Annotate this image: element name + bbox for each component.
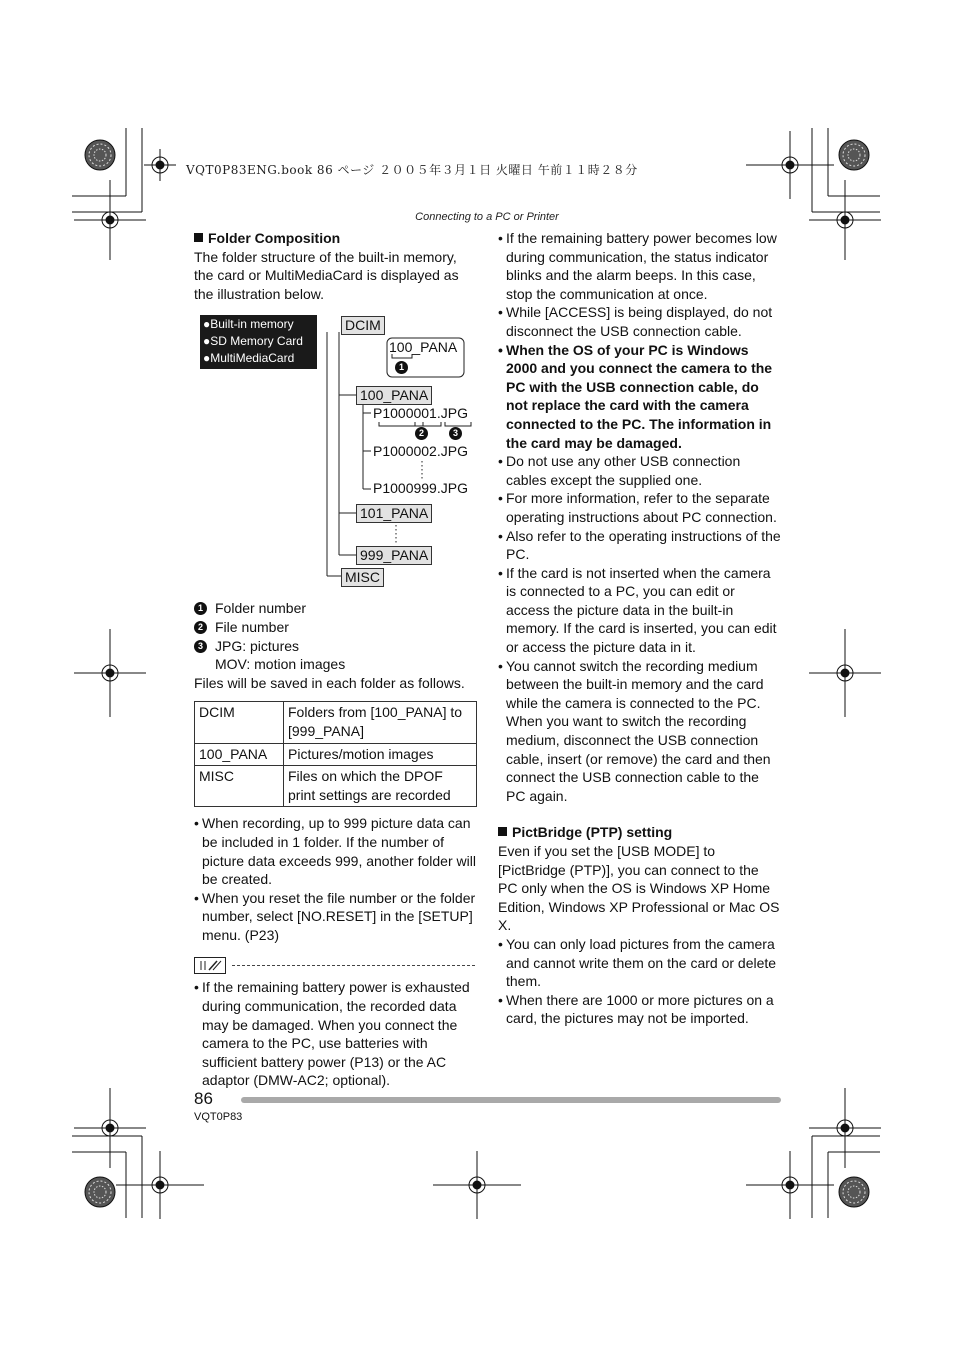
running-head: Connecting to a PC or Printer [415,211,559,223]
file-p1000001: P1000001.JPG [373,405,468,421]
table-cell: Files on which the DPOF print settings are recorded [284,766,477,807]
marker-2-icon: 2 [194,621,207,634]
right-bullets [498,229,782,805]
media-item: ●Built-in memory [203,317,294,331]
file-p1000002: P1000002.JPG [373,443,468,459]
dashed-rule [232,965,475,966]
table-row [195,702,477,743]
folder-999-pana: 999_PANA [356,546,432,565]
print-header-line: VQT0P83ENG.book 86 ページ ２００５年３月１日 火曜日 午前１１時２８分 [186,163,638,177]
note-divider [194,956,479,974]
marker-3-icon: 3 [449,427,462,440]
table-cell: Pictures/motion images [284,743,477,766]
saved-text: Files will be saved in each folder as follows. [194,674,465,691]
folder-100-pana: 100_PANA [356,386,432,405]
legend-item: 3 JPG: pictures [194,637,479,656]
left-bullets [194,814,479,944]
list-item: • If the card is not inserted when the camera is connected to a PC, you can edit or access the picture data in the built-in memory. If the card is inserted, you can edit or access the picture data in it. [498,564,782,657]
table-cell: DCIM [195,702,284,743]
square-bullet-icon [194,233,203,242]
table-row [195,766,477,807]
marker-2-icon: 2 [415,427,428,440]
list-item: • You cannot switch the recording medium between the built-in memory and the card while the camera is connected to the PC. When you want to switch the recording medium, disconnect the USB connection cable, insert (or remove) the card and then connect the USB connection cable to the PC again. [498,657,782,806]
table-row [195,743,477,766]
legend-item: 1 Folder number [194,599,479,618]
media-label-box [200,315,317,369]
legend-item-mov: MOV: motion images [215,656,346,673]
callout-folder-label: 100_PANA [389,339,458,355]
page-number: 86 [194,1089,213,1108]
list-item: • When recording, up to 999 picture data can be included in 1 folder. If the number of picture data exceeds 999, another folder will be created. [194,814,479,888]
square-bullet-icon [498,827,507,836]
marker-3-icon: 3 [194,640,207,653]
media-item: ●MultiMediaCard [203,351,295,365]
table-cell: 100_PANA [195,743,284,766]
table-cell: Folders from [100_PANA] to [999_PANA] [284,702,477,743]
marker-1-icon: 1 [194,602,207,615]
folder-misc: MISC [341,568,384,587]
document-code: VQT0P83 [194,1111,243,1123]
file-p1000999: P1000999.JPG [373,480,468,496]
legend-item: 2 File number [194,618,479,637]
folder-composition-heading: Folder Composition [194,229,479,248]
right-column [498,229,782,1028]
folder-table [194,701,477,807]
folder-dcim: DCIM [341,316,385,335]
list-item: • You can only load pictures from the camera and cannot write them on the card or delete them. [498,935,782,991]
folder-intro: The folder structure of the built-in memory, the card or MultiMediaCard is displayed as the illustration below. [194,248,459,302]
note-icon [194,957,226,974]
pictbridge-intro: Even if you set the [USB MODE] to [PictBridge (PTP)], you can connect to the PC only when the OS is Windows XP Home Edition, Windows XP Professional or Mac OS X. [498,843,780,934]
list-item: • When you reset the file number or the folder number, select [NO.RESET] in the [SETUP] menu. (P23) [194,889,479,945]
marker-1-icon: 1 [395,361,408,374]
pictbridge-bullets [498,935,782,1028]
list-item: • If the remaining battery power is exhausted during communication, the recorded data may be damaged. When you connect the camera to the PC, use batteries with sufficient battery power (P13) or the AC adaptor (DMW-AC2; optional). [194,978,479,1090]
list-item: • If the remaining battery power becomes low during communication, the status indicator blinks and the alarm beeps. In this case, stop the communication at once. [498,229,782,303]
footer-rule [241,1097,781,1103]
list-item: • Do not use any other USB connection cables except the supplied one. [498,452,782,489]
list-item: • Also refer to the operating instructions of the PC. [498,527,782,564]
folder-diagram [200,314,480,589]
list-item: • For more information, refer to the separate operating instructions about PC connection. [498,489,782,526]
pictbridge-heading: PictBridge (PTP) setting [498,823,782,842]
list-item: • While [ACCESS] is being displayed, do not disconnect the USB connection cable. [498,303,782,340]
section-gap [498,805,782,823]
note-bullets [194,978,479,1090]
media-item: ●SD Memory Card [203,334,303,348]
list-item-warning: • When the OS of your PC is Windows 2000 and you connect the camera to the PC with the USB connection cable, do not replace the card with the camera connected to the PC. The information in the card may be damaged. [498,341,782,453]
table-cell: MISC [195,766,284,807]
note-pad-icon [195,958,225,973]
folder-101-pana: 101_PANA [356,504,432,523]
list-item: • When there are 1000 or more pictures on a card, the pictures may not be imported. [498,991,782,1028]
